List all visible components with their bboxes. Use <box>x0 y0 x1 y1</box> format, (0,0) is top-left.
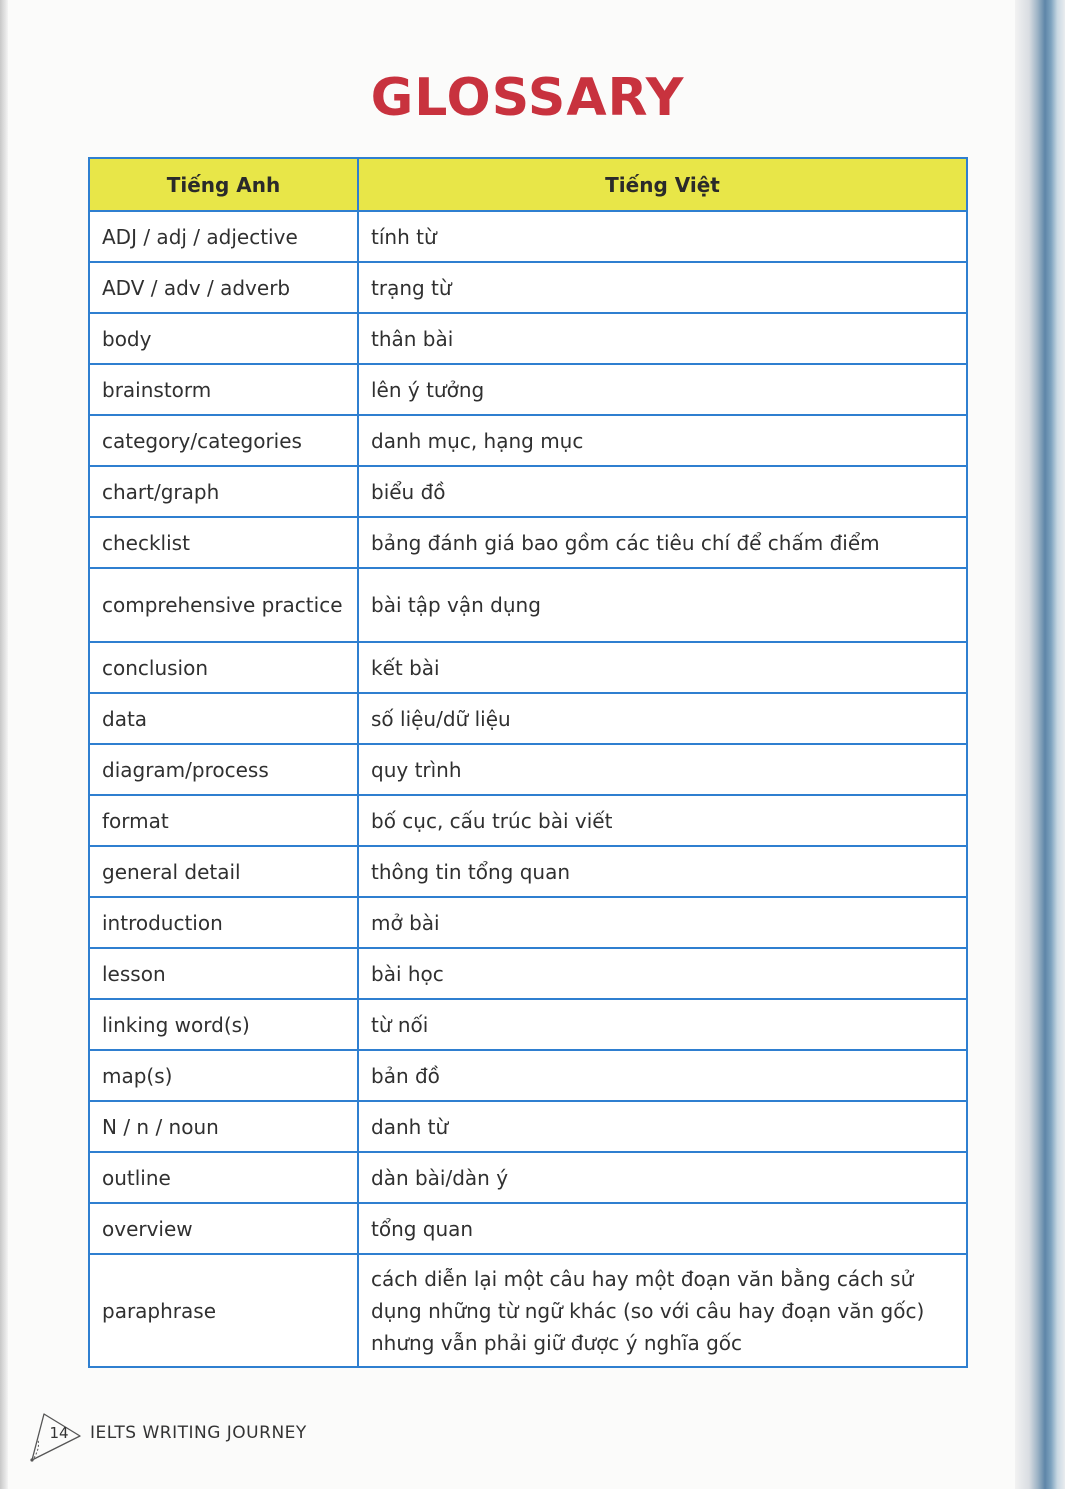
table-row <box>89 897 967 948</box>
term-english: outline <box>89 1152 358 1203</box>
term-english: format <box>89 795 358 846</box>
term-vietnamese: trạng từ <box>358 262 967 313</box>
term-english: introduction <box>89 897 358 948</box>
term-vietnamese: bài tập vận dụng <box>358 568 967 642</box>
table-row <box>89 415 967 466</box>
table-row <box>89 642 967 693</box>
term-english: data <box>89 693 358 744</box>
term-vietnamese: số liệu/dữ liệu <box>358 693 967 744</box>
table-header-row <box>89 158 967 211</box>
page-number-badge <box>28 1410 80 1462</box>
term-english: general detail <box>89 846 358 897</box>
term-vietnamese: dàn bài/dàn ý <box>358 1152 967 1203</box>
table-row <box>89 568 967 642</box>
term-english: ADJ / adj / adjective <box>89 211 358 262</box>
header-vietnamese: Tiếng Việt <box>358 158 967 211</box>
term-english: category/categories <box>89 415 358 466</box>
term-vietnamese: tổng quan <box>358 1203 967 1254</box>
table-row <box>89 211 967 262</box>
glossary-table <box>88 157 968 1368</box>
table-row <box>89 795 967 846</box>
book-spine-edge <box>1015 0 1065 1489</box>
term-english: linking word(s) <box>89 999 358 1050</box>
table-row <box>89 364 967 415</box>
term-vietnamese: mở bài <box>358 897 967 948</box>
term-english: checklist <box>89 517 358 568</box>
page-title: GLOSSARY <box>370 68 685 128</box>
term-english: diagram/process <box>89 744 358 795</box>
header-english: Tiếng Anh <box>89 158 358 211</box>
table-row <box>89 313 967 364</box>
term-vietnamese: từ nối <box>358 999 967 1050</box>
table-row <box>89 1101 967 1152</box>
term-vietnamese: thông tin tổng quan <box>358 846 967 897</box>
term-vietnamese: danh từ <box>358 1101 967 1152</box>
term-english: lesson <box>89 948 358 999</box>
term-vietnamese: tính từ <box>358 211 967 262</box>
term-english: ADV / adv / adverb <box>89 262 358 313</box>
term-vietnamese: bảng đánh giá bao gồm các tiêu chí để chấm điểm <box>358 517 967 568</box>
term-english: N / n / noun <box>89 1101 358 1152</box>
term-vietnamese: biểu đồ <box>358 466 967 517</box>
term-vietnamese: danh mục, hạng mục <box>358 415 967 466</box>
table-row <box>89 693 967 744</box>
table-row <box>89 1203 967 1254</box>
table-row <box>89 1254 967 1367</box>
term-vietnamese: bài học <box>358 948 967 999</box>
term-english: body <box>89 313 358 364</box>
term-vietnamese: thân bài <box>358 313 967 364</box>
page-footer <box>28 1410 388 1466</box>
term-vietnamese: bản đồ <box>358 1050 967 1101</box>
term-english: overview <box>89 1203 358 1254</box>
table-row <box>89 1152 967 1203</box>
term-vietnamese: kết bài <box>358 642 967 693</box>
table-row <box>89 948 967 999</box>
table-row <box>89 262 967 313</box>
term-english: paraphrase <box>89 1254 358 1367</box>
table-row <box>89 999 967 1050</box>
term-vietnamese: lên ý tưởng <box>358 364 967 415</box>
term-english: map(s) <box>89 1050 358 1101</box>
table-row <box>89 466 967 517</box>
book-title: IELTS WRITING JOURNEY <box>90 1423 307 1443</box>
term-vietnamese: quy trình <box>358 744 967 795</box>
table-row <box>89 846 967 897</box>
table-row <box>89 517 967 568</box>
term-english: brainstorm <box>89 364 358 415</box>
term-english: comprehensive practice <box>89 568 358 642</box>
table-row <box>89 1050 967 1101</box>
term-vietnamese: cách diễn lại một câu hay một đoạn văn bằng cách sử dụng những từ ngữ khác (so với câu hay đoạn văn gốc) nhưng vẫn phải giữ được ý nghĩa gốc <box>358 1254 967 1367</box>
page-number: 14 <box>49 1424 69 1442</box>
term-english: conclusion <box>89 642 358 693</box>
term-vietnamese: bố cục, cấu trúc bài viết <box>358 795 967 846</box>
table-row <box>89 744 967 795</box>
page-left-edge <box>0 0 8 1489</box>
term-english: chart/graph <box>89 466 358 517</box>
